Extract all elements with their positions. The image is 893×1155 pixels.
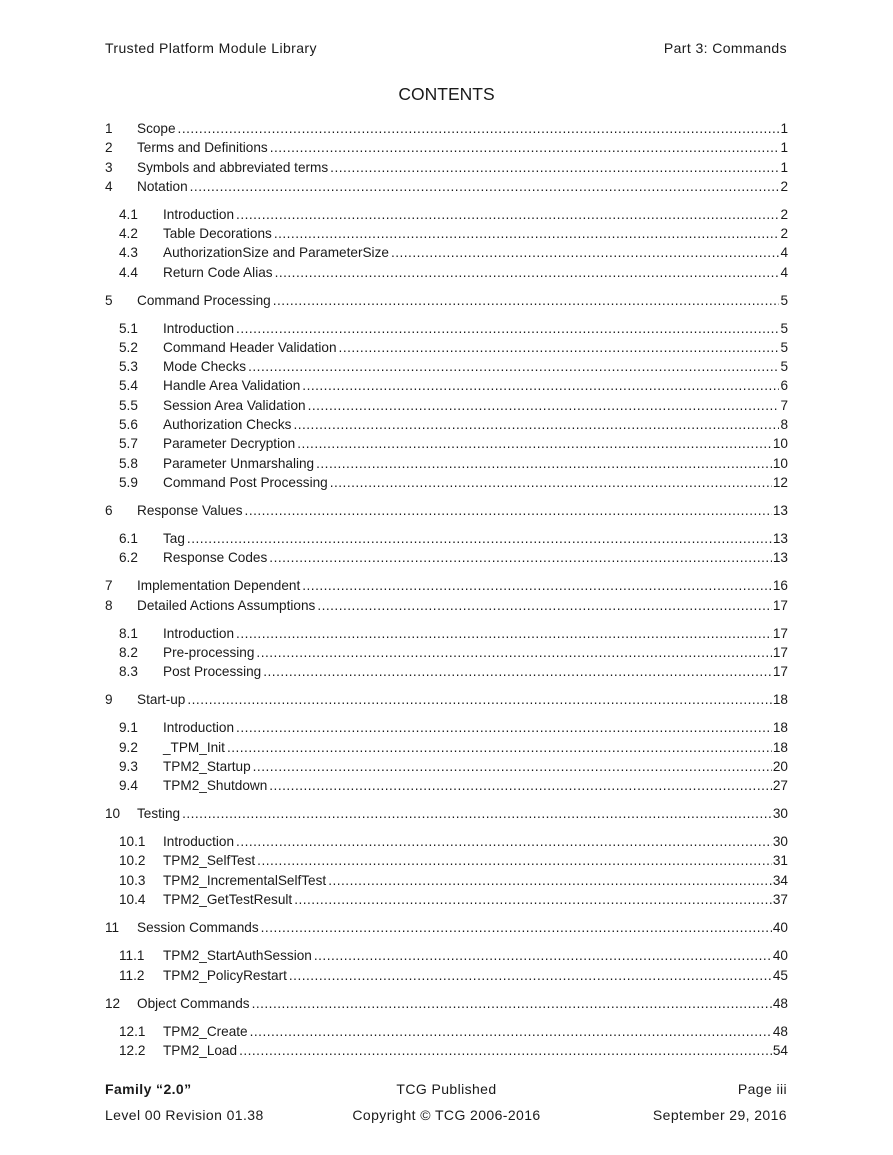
- toc-entry-number: 4.4: [119, 265, 138, 280]
- toc-dot-leader: [269, 778, 772, 793]
- toc-entry-title: Command Processing: [137, 293, 271, 308]
- toc-entry-number: 5.7: [119, 436, 138, 451]
- toc-entry[interactable]: [105, 1043, 788, 1062]
- toc-dot-leader: [391, 245, 780, 260]
- toc-dot-leader: [178, 121, 780, 136]
- toc-entry-title: Introduction: [163, 207, 235, 222]
- toc-dot-leader: [294, 892, 772, 907]
- toc-dot-leader: [273, 293, 780, 308]
- toc-entry[interactable]: [105, 759, 788, 778]
- footer-family: Family “2.0”: [105, 1081, 192, 1097]
- toc-dot-leader: [314, 948, 772, 963]
- toc-entry-number: 8.3: [119, 664, 138, 679]
- toc-entry-number: 3: [105, 160, 113, 175]
- toc-entry[interactable]: [105, 664, 788, 683]
- toc-entry-title: Command Header Validation: [163, 340, 337, 355]
- toc-entry[interactable]: [105, 398, 788, 417]
- toc-entry[interactable]: [105, 340, 788, 359]
- toc-entry-page: 45: [772, 968, 788, 983]
- toc-dot-leader: [236, 207, 779, 222]
- toc-dot-leader: [269, 550, 772, 565]
- toc-entry-title: Parameter Unmarshaling: [163, 456, 315, 471]
- toc-entry-number: 5.9: [119, 475, 138, 490]
- toc-entry-number: 5.6: [119, 417, 138, 432]
- toc-entry[interactable]: [105, 720, 788, 739]
- footer-copyright: Copyright © TCG 2006-2016: [352, 1107, 541, 1123]
- toc-entry-page: 13: [772, 503, 788, 518]
- toc-entry-page: 7: [780, 398, 788, 413]
- toc-entry-page: 18: [772, 692, 788, 707]
- page-title: CONTENTS: [398, 84, 495, 104]
- toc-entry[interactable]: [105, 598, 788, 617]
- toc-entry-number: 10.4: [119, 892, 146, 907]
- toc-entry-number: 12.2: [119, 1043, 146, 1058]
- toc-entry-number: 10: [105, 806, 121, 821]
- toc-dot-leader: [308, 398, 780, 413]
- toc-entry-page: 1: [780, 121, 788, 136]
- toc-entry-number: 6.1: [119, 531, 138, 546]
- toc-entry[interactable]: [105, 321, 788, 340]
- toc-entry-page: 54: [772, 1043, 788, 1058]
- toc-entry[interactable]: [105, 417, 788, 436]
- toc-entry-page: 1: [780, 140, 788, 155]
- toc-entry[interactable]: [105, 968, 788, 987]
- toc-entry-number: 5.5: [119, 398, 138, 413]
- toc-entry-page: 13: [772, 550, 788, 565]
- toc-dot-leader: [187, 531, 772, 546]
- toc-entry[interactable]: [105, 456, 788, 475]
- toc-entry-number: 8.1: [119, 626, 138, 641]
- toc-entry[interactable]: [105, 626, 788, 645]
- toc-entry-title: TPM2_Shutdown: [163, 778, 268, 793]
- toc-entry[interactable]: [105, 226, 788, 245]
- toc-entry[interactable]: [105, 265, 788, 284]
- toc-entry[interactable]: [105, 892, 788, 911]
- toc-dot-leader: [250, 1024, 772, 1039]
- toc-entry-number: 6.2: [119, 550, 138, 565]
- toc-entry-number: 9.4: [119, 778, 138, 793]
- toc-entry-page: 2: [780, 207, 788, 222]
- toc-entry-number: 8: [105, 598, 113, 613]
- toc-entry-number: 2: [105, 140, 113, 155]
- toc-entry[interactable]: [105, 853, 788, 872]
- toc-entry-title: Introduction: [163, 834, 235, 849]
- toc-entry-title: Mode Checks: [163, 359, 247, 374]
- toc-entry[interactable]: [105, 207, 788, 226]
- toc-entry-number: 5.4: [119, 378, 138, 393]
- toc-entry[interactable]: [105, 645, 788, 664]
- toc-entry-title: Introduction: [163, 720, 235, 735]
- footer-revision: Level 00 Revision 01.38: [105, 1107, 264, 1123]
- toc-dot-leader: [182, 806, 772, 821]
- toc-entry-number: 11.2: [119, 968, 145, 983]
- footer-page-number: Page iii: [737, 1081, 787, 1097]
- toc-entry[interactable]: [105, 293, 788, 312]
- toc-dot-leader: [245, 503, 772, 518]
- toc-entry-page: 5: [780, 293, 788, 308]
- toc-entry-number: 5: [105, 293, 113, 308]
- toc-entry-number: 6: [105, 503, 113, 518]
- toc-entry-title: TPM2_PolicyRestart: [163, 968, 287, 983]
- toc-entry[interactable]: [105, 873, 788, 892]
- toc-entry-number: 10.1: [119, 834, 146, 849]
- toc-dot-leader: [248, 359, 779, 374]
- toc-entry-title: Parameter Decryption: [163, 436, 296, 451]
- toc-entry-page: 31: [772, 853, 788, 868]
- toc-dot-leader: [328, 873, 772, 888]
- toc-entry-page: 1: [780, 160, 788, 175]
- toc-entry[interactable]: [105, 948, 788, 967]
- toc-entry-number: 1: [105, 121, 113, 136]
- toc-entry-title: Pre-processing: [163, 645, 255, 660]
- toc-entry-number: 9.3: [119, 759, 138, 774]
- toc-entry-title: Start-up: [137, 692, 186, 707]
- toc-entry-number: 9.1: [119, 720, 138, 735]
- toc-entry-page: 4: [780, 245, 788, 260]
- toc-entry-page: 18: [772, 720, 788, 735]
- toc-entry-page: 20: [772, 759, 788, 774]
- toc-entry[interactable]: [105, 996, 788, 1015]
- toc-entry-page: 40: [772, 948, 788, 963]
- toc-dot-leader: [261, 920, 772, 935]
- toc-dot-leader: [270, 140, 780, 155]
- toc-entry-title: Authorization Checks: [163, 417, 292, 432]
- toc-entry-page: 48: [772, 1024, 788, 1039]
- toc-entry-number: 7: [105, 578, 113, 593]
- toc-entry-page: 17: [772, 626, 788, 641]
- toc-entry-number: 8.2: [119, 645, 138, 660]
- toc-entry-title: Return Code Alias: [163, 265, 273, 280]
- toc-entry[interactable]: [105, 245, 788, 264]
- toc-entry-title: _TPM_Init: [163, 740, 225, 755]
- toc-entry-number: 11: [105, 920, 120, 935]
- toc-entry-number: 9: [105, 692, 113, 707]
- toc-dot-leader: [236, 321, 779, 336]
- toc-entry-page: 17: [772, 598, 788, 613]
- toc-dot-leader: [236, 626, 772, 641]
- toc-entry-number: 5.8: [119, 456, 138, 471]
- toc-entry-page: 37: [772, 892, 788, 907]
- toc-dot-leader: [330, 475, 772, 490]
- toc-entry[interactable]: [105, 378, 788, 397]
- toc-entry-page: 30: [772, 806, 788, 821]
- toc-entry[interactable]: [105, 475, 788, 494]
- toc-entry-page: 10: [772, 436, 788, 451]
- toc-dot-leader: [289, 968, 772, 983]
- toc-entry-title: Notation: [137, 179, 188, 194]
- toc-entry[interactable]: [105, 503, 788, 522]
- toc-entry[interactable]: [105, 834, 788, 853]
- toc-entry[interactable]: [105, 436, 788, 455]
- toc-entry-number: 4.2: [119, 226, 138, 241]
- toc-entry-page: 16: [772, 578, 788, 593]
- toc-entry-title: TPM2_Startup: [163, 759, 251, 774]
- toc-entry[interactable]: [105, 160, 788, 179]
- toc-entry-page: 6: [780, 378, 788, 393]
- toc-dot-leader: [256, 645, 771, 660]
- toc-dot-leader: [302, 578, 772, 593]
- toc-entry-page: 27: [772, 778, 788, 793]
- footer-date: September 29, 2016: [652, 1107, 787, 1123]
- toc-dot-leader: [274, 226, 780, 241]
- toc-entry-title: Handle Area Validation: [163, 378, 301, 393]
- toc-entry[interactable]: [105, 121, 788, 140]
- toc-dot-leader: [236, 720, 772, 735]
- toc-dot-leader: [275, 265, 780, 280]
- toc-dot-leader: [227, 740, 772, 755]
- toc-entry-page: 5: [780, 321, 788, 336]
- toc-dot-leader: [302, 378, 779, 393]
- toc-dot-leader: [239, 1043, 772, 1058]
- toc-dot-leader: [316, 456, 772, 471]
- toc-entry-page: 17: [772, 664, 788, 679]
- toc-entry-number: 4: [105, 179, 113, 194]
- toc-entry-title: Tag: [163, 531, 185, 546]
- toc-entry-title: Table Decorations: [163, 226, 272, 241]
- toc-entry-title: Session Area Validation: [163, 398, 306, 413]
- toc-entry-title: Session Commands: [137, 920, 259, 935]
- toc-entry-number: 5.3: [119, 359, 138, 374]
- toc-entry[interactable]: [105, 359, 788, 378]
- toc-entry-title: TPM2_GetTestResult: [163, 892, 293, 907]
- toc-entry-number: 5.2: [119, 340, 138, 355]
- toc-dot-leader: [263, 664, 772, 679]
- toc-entry-title: TPM2_Load: [163, 1043, 238, 1058]
- toc-entry-title: Detailed Actions Assumptions: [137, 598, 316, 613]
- toc-entry-page: 2: [780, 179, 788, 194]
- toc-dot-leader: [339, 340, 780, 355]
- running-header-title: Trusted Platform Module Library: [105, 40, 317, 56]
- toc-entry-title: Command Post Processing: [163, 475, 328, 490]
- toc-entry[interactable]: [105, 1024, 788, 1043]
- toc-entry-page: 18: [772, 740, 788, 755]
- toc-entry[interactable]: [105, 578, 788, 597]
- toc-dot-leader: [253, 759, 772, 774]
- toc-entry-page: 17: [772, 645, 788, 660]
- footer-status: TCG Published: [396, 1081, 497, 1097]
- toc-entry-title: Symbols and abbreviated terms: [137, 160, 329, 175]
- toc-entry[interactable]: [105, 778, 788, 797]
- toc-dot-leader: [257, 853, 772, 868]
- toc-entry-number: 11.1: [119, 948, 145, 963]
- toc-entry-title: Post Processing: [163, 664, 262, 679]
- toc-entry-number: 10.2: [119, 853, 146, 868]
- toc-entry-page: 34: [772, 873, 788, 888]
- toc-dot-leader: [317, 598, 772, 613]
- toc-entry-page: 12: [772, 475, 788, 490]
- toc-entry[interactable]: [105, 806, 788, 825]
- toc-entry-title: Response Codes: [163, 550, 268, 565]
- toc-entry-page: 30: [772, 834, 788, 849]
- toc-entry-page: 48: [772, 996, 788, 1011]
- toc-entry[interactable]: [105, 740, 788, 759]
- toc-dot-leader: [190, 179, 780, 194]
- toc-entry-page: 13: [772, 531, 788, 546]
- toc-dot-leader: [297, 436, 772, 451]
- toc-entry-page: 2: [780, 226, 788, 241]
- toc-entry-title: Introduction: [163, 321, 235, 336]
- toc-entry-page: 5: [780, 340, 788, 355]
- toc-dot-leader: [330, 160, 779, 175]
- running-header-part: Part 3: Commands: [663, 40, 787, 56]
- toc-entry-title: AuthorizationSize and ParameterSize: [163, 245, 389, 260]
- toc-entry[interactable]: [105, 920, 788, 939]
- toc-entry-title: TPM2_StartAuthSession: [163, 948, 312, 963]
- toc-entry-title: TPM2_Create: [163, 1024, 248, 1039]
- toc-entry-page: 4: [780, 265, 788, 280]
- toc-entry-number: 12.1: [119, 1024, 146, 1039]
- toc-entry[interactable]: [105, 550, 788, 569]
- toc-entry-number: 5.1: [119, 321, 138, 336]
- toc-dot-leader: [187, 692, 772, 707]
- toc-dot-leader: [252, 996, 772, 1011]
- toc-entry-title: Object Commands: [137, 996, 250, 1011]
- toc-entry-title: Scope: [137, 121, 176, 136]
- toc-dot-leader: [293, 417, 779, 432]
- toc-entry-page: 8: [780, 417, 788, 432]
- toc-entry[interactable]: [105, 140, 788, 159]
- toc-entry[interactable]: [105, 692, 788, 711]
- toc-entry-title: Response Values: [137, 503, 243, 518]
- toc-entry-title: Testing: [137, 806, 181, 821]
- toc-entry-number: 9.2: [119, 740, 138, 755]
- toc-entry[interactable]: [105, 179, 788, 198]
- toc-entry-number: 4.1: [119, 207, 138, 222]
- toc-entry-page: 40: [772, 920, 788, 935]
- toc-entry-number: 10.3: [119, 873, 146, 888]
- toc-entry-page: 5: [780, 359, 788, 374]
- toc-entry-number: 4.3: [119, 245, 138, 260]
- toc-dot-leader: [236, 834, 772, 849]
- toc-entry-title: TPM2_SelfTest: [163, 853, 256, 868]
- toc-entry-title: TPM2_IncrementalSelfTest: [163, 873, 327, 888]
- toc-entry[interactable]: [105, 531, 788, 550]
- toc-entry-page: 10: [772, 456, 788, 471]
- toc-entry-number: 12: [105, 996, 121, 1011]
- toc-entry-title: Introduction: [163, 626, 235, 641]
- toc-entry-title: Terms and Definitions: [137, 140, 268, 155]
- toc-entry-title: Implementation Dependent: [137, 578, 301, 593]
